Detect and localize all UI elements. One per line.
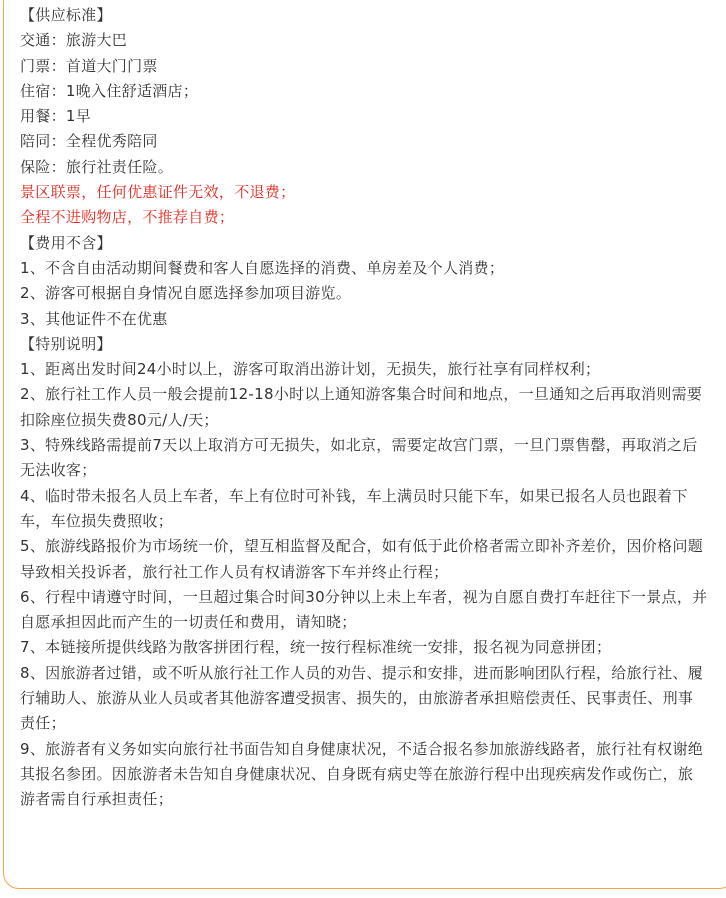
special-item: 9、旅游者有义务如实向旅行社书面告知自身健康状况，不适合报名参加旅游线路者，旅行社有权谢绝其报名参团。因旅游者未告知自身健康状况、自身既有病史等在旅游行程中出现疾病发作或伤亡，旅游者需自行承担责任；: [20, 739, 704, 809]
special-item: 2、旅行社工作人员一般会提前12-18小时以上通知游客集合时间和地点，一旦通知之后再取消则需要扣除座位损失费80元/人/天；: [20, 385, 703, 429]
supply-item-meal: 用餐：1早: [20, 107, 92, 126]
special-item: 4、临时带未报名人员上车者，车上有位时可补钱，车上满员时只能下车，如果已报名人员也跟着下车，车位损失费照收；: [20, 486, 688, 530]
terms-content: [20, 3, 708, 813]
excluded-item: 2、游客可根据自身情况自愿选择参加项目游览。: [20, 284, 352, 303]
excluded-item: 3、其他证件不在优惠: [20, 309, 168, 328]
supply-item-lodging: 住宿：1晚入住舒适酒店；: [20, 81, 199, 100]
notice-no-refund: 景区联票，任何优惠证件无效，不退费；: [20, 183, 296, 202]
special-heading: 【特别说明】: [20, 334, 112, 353]
supply-heading: 【供应标准】: [20, 6, 112, 24]
special-item: 8、因旅游者过错，或不听从旅行社工作人员的劝告、提示和安排，进而影响团队行程，给旅行社、履行辅助人、旅游从业人员或者其他游客遭受损害、损失的，由旅游者承担赔偿责任、民事责任、刑事责任；: [20, 663, 704, 733]
supply-item-insurance: 保险：旅行社责任险。: [20, 157, 174, 176]
excluded-heading: 【费用不含】: [20, 233, 112, 252]
notice-no-shopping: 全程不进购物店，不推荐自费；: [20, 208, 235, 227]
excluded-item: 1、不含自由活动期间餐费和客人自愿选择的消费、单房差及个人消费；: [20, 258, 505, 277]
special-item: 5、旅游线路报价为市场统一价，望互相监督及配合，如有低于此价格者需立即补齐差价，因价格问题导致相关投诉者，旅行社工作人员有权请游客下车并终止行程；: [20, 537, 704, 581]
special-item: 1、距离出发时间24小时以上，游客可取消出游计划，无损失，旅行社享有同样权利；: [20, 360, 601, 379]
supply-item-transport: 交通：旅游大巴: [20, 31, 128, 50]
special-item: 3、特殊线路需提前7天以上取消方可无损失，如北京，需要定故宫门票，一旦门票售罄，再取消之后无法收客；: [20, 436, 698, 480]
special-item: 6、行程中请遵守时间，一旦超过集合时间30分钟以上未上车者，视为自愿自费打车赶往下一景点，并自愿承担因此而产生的一切责任和费用，请知晓；: [20, 587, 708, 632]
supply-item-guide: 陪同：全程优秀陪同: [20, 132, 158, 151]
special-item: 7、本链接所提供线路为散客拼团行程，统一按行程标准统一安排，报名视为同意拼团；: [20, 638, 612, 657]
supply-item-ticket: 门票：首道大门门票: [20, 56, 158, 75]
